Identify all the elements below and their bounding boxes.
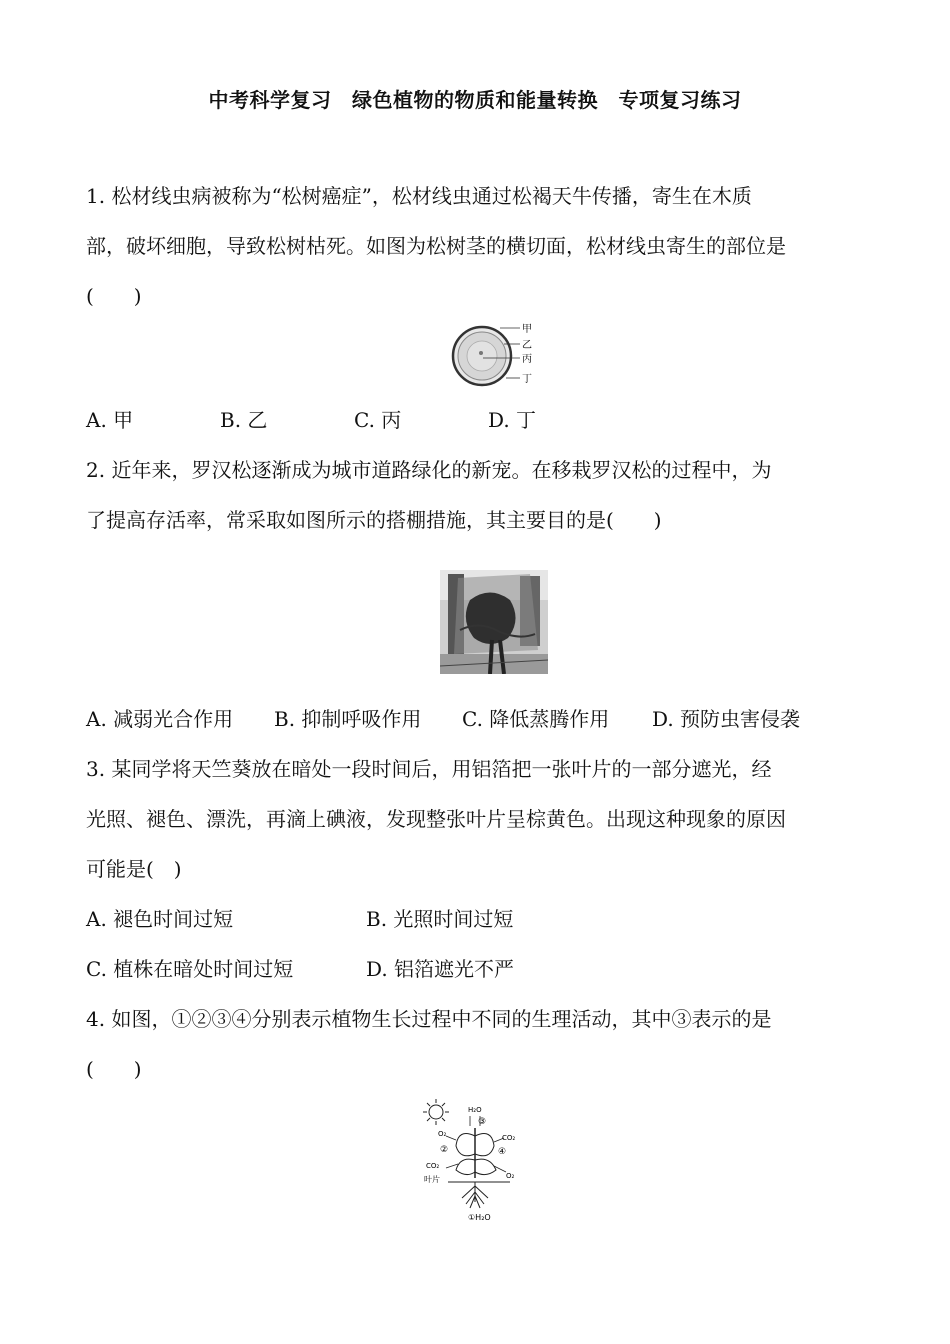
- label-o2-left: O₂: [438, 1130, 447, 1138]
- label-yi: 乙: [522, 340, 532, 351]
- q1-line-2: 部，破坏细胞，导致松树枯死。如图为松树茎的横切面，松材线虫寄生的部位是: [86, 234, 786, 258]
- pine-stem-cross-section-figure: [450, 318, 540, 398]
- q2-line-2: 了提高存活率，常采取如图所示的搭棚措施，其主要目的是( ): [86, 508, 662, 532]
- label-h2o-top: H₂O: [468, 1106, 482, 1114]
- q2-option-c: C. 降低蒸腾作用: [462, 707, 610, 731]
- page-title: 中考科学复习 绿色植物的物质和能量转换 专项复习练习: [208, 88, 742, 112]
- q3-line-2: 光照、褪色、漂洗，再滴上碘液，发现整张叶片呈棕黄色。出现这种现象的原因: [86, 807, 786, 831]
- q3-option-b: B. 光照时间过短: [366, 907, 514, 931]
- label-4: ④: [498, 1147, 507, 1157]
- q2-option-b: B. 抑制呼吸作用: [274, 707, 422, 731]
- label-o2-right: O₂: [506, 1172, 515, 1180]
- q4-line-2: ( ): [86, 1057, 142, 1081]
- label-2: ②: [440, 1145, 449, 1155]
- tree-shade-shelter-photo: [440, 570, 548, 674]
- label-co2-right: CO₂: [502, 1134, 516, 1142]
- label-co2-left: CO₂: [426, 1162, 440, 1170]
- q3-option-a: A. 褪色时间过短: [86, 907, 234, 931]
- label-1-h2o: ①H₂O: [468, 1213, 491, 1222]
- q3-line-1: 3. 某同学将天竺葵放在暗处一段时间后，用铝箔把一张叶片的一部分遮光，经: [86, 757, 772, 781]
- label-ding: 丁: [522, 374, 532, 385]
- label-leaf: 叶片: [424, 1175, 440, 1184]
- q1-option-a: A. 甲: [86, 408, 134, 432]
- plant-physiology-diagram: [420, 1098, 530, 1226]
- q1-option-d: D. 丁: [488, 408, 537, 432]
- q3-line-3: 可能是( ): [86, 857, 182, 881]
- q3-option-c: C. 植株在暗处时间过短: [86, 957, 294, 981]
- q2-option-a: A. 减弱光合作用: [86, 707, 234, 731]
- q4-line-1: 4. 如图，①②③④分别表示植物生长过程中不同的生理活动，其中③表示的是: [86, 1007, 772, 1031]
- sun-icon: [423, 1099, 449, 1125]
- label-jia: 甲: [522, 324, 532, 335]
- q3-option-d: D. 铝箔遮光不严: [366, 957, 515, 981]
- q1-line-1: 1. 松材线虫病被称为“松树癌症”，松材线虫通过松褐天牛传播，寄生在木质: [86, 184, 752, 208]
- q2-line-1: 2. 近年来，罗汉松逐渐成为城市道路绿化的新宠。在移栽罗汉松的过程中，为: [86, 458, 772, 482]
- label-bing: 丙: [522, 354, 532, 365]
- q1-line-3: ( ): [86, 284, 142, 308]
- q1-option-b: B. 乙: [220, 408, 268, 432]
- q2-option-d: D. 预防虫害侵袭: [652, 707, 801, 731]
- label-3: ③: [478, 1117, 487, 1127]
- q1-option-c: C. 丙: [354, 408, 402, 432]
